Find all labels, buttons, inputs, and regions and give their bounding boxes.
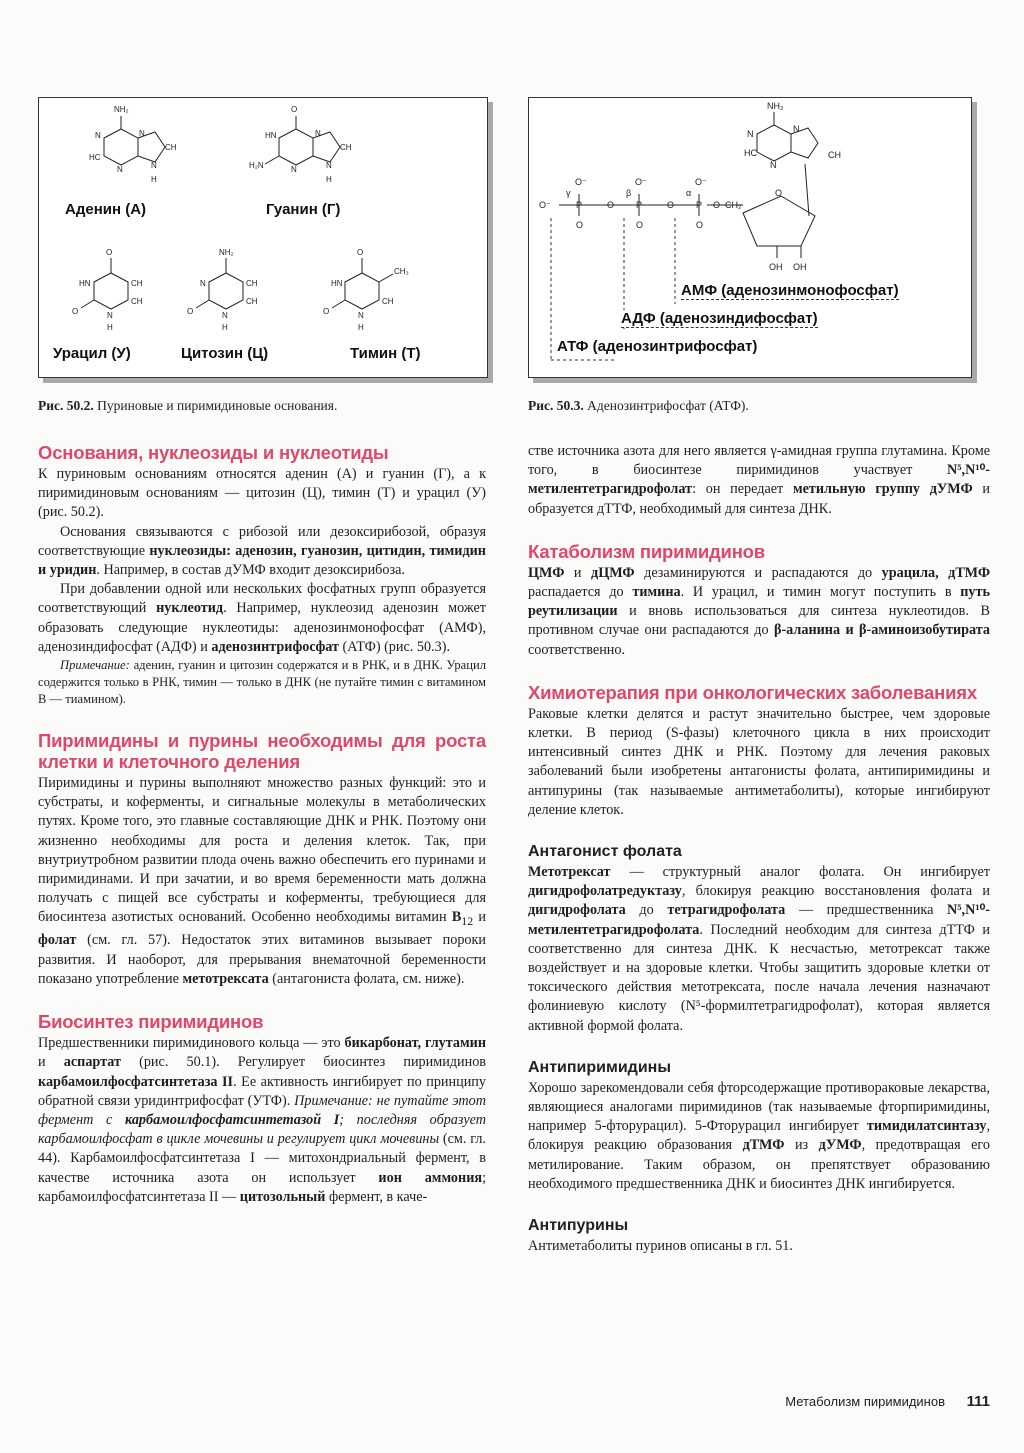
paragraph: стве источника азота для него является γ-амидная группа глутамина. Кроме того, в биосинтезе пиримидинов участвует N⁵,N¹⁰-метилентетрагидрофолат: он передает метильную группу дУМФ и образуется дТТФ, необходимый для синтеза ДНК. [528, 443, 991, 517]
heading-antipurines: Антипурины [528, 1217, 629, 1235]
svg-text:O⁻: O⁻ [539, 200, 551, 210]
svg-text:HN: HN [265, 131, 277, 140]
svg-text:N: N [117, 165, 123, 174]
heading-bases-nucleosides: Основания, нуклеозиды и нуклеотиды [38, 442, 389, 463]
paragraph: Основания связываются с рибозой или дезоксирибозой, образуя соответствующие нуклеозиды: аденозин, гуанозин, цитидин, тимидин и уридин. Например, в состав дУМФ входит дезоксирибоза. [38, 523, 486, 579]
svg-text:CH₃: CH₃ [394, 267, 409, 276]
note: Примечание: аденин, гуанин и цитозин содержатся и в РНК, и в ДНК. Урацил содержится только в РНК, тимин — только в ДНК (не путайте тимин с витамином В — тиамином). [38, 658, 486, 707]
figure-atp [528, 97, 972, 378]
svg-text:CH: CH [131, 297, 143, 306]
svg-text:H: H [326, 175, 332, 184]
running-title: Метаболизм пиримидинов [785, 1394, 945, 1409]
svg-text:N: N [291, 165, 297, 174]
label-adp: АДФ (аденозиндифосфат) [621, 310, 818, 327]
svg-text:O⁻: O⁻ [575, 177, 587, 187]
paragraph: Хорошо зарекомендовали себя фторсодержащие противораковые лекарства, являющиеся аналогами пиримидинов (так называемые фторпиримидины, например 5-фторурацил). 5-Фторурацил ингибирует тимидилатсинтазу, блокируя реакцию образования дТМФ из дУМФ, предотвращая его метилирование. Таким образом, он препятствует образованию необходимого предшественника ДНК и биосинтез ДНК ингибируется. [528, 1079, 990, 1192]
paragraph: К пуриновым основаниям относятся аденин (А) и гуанин (Г), а к пиримидиновым основаниям — цитозин (Ц), тимин (Т) и урацил (У) (рис. 50.2). [38, 466, 486, 521]
svg-text:O: O [323, 307, 330, 316]
caption-number: Рис. 50.3. [528, 398, 584, 413]
atp-structure [529, 98, 971, 377]
svg-text:CH: CH [246, 279, 258, 288]
svg-text:CH: CH [382, 297, 394, 306]
svg-text:P: P [636, 200, 643, 210]
svg-text:O: O [696, 220, 704, 230]
heading-chemotherapy: Химиотерапия при онкологических заболеваниях [528, 681, 977, 703]
svg-text:OH: OH [793, 262, 807, 272]
paragraph: Пиримидины и пурины выполняют множество разных функций: это и субстраты, и коферменты, и сигнальные молекулы в метаболических путях. Кроме того, это главные составляющие ДНК и РНК. Поэтому они жизненно необходимы для роста и деления клеток. Так, при внутриутробном развитии плода очень важно обеспечить его пуринами и пиримидинами. И при зачатии, и во время беременности мать должна получать с пищей все субстраты и коферменты, требующиеся для биосинтеза азотистых оснований. Особенно необходимы витамин $B_{12}$ и фолат (см. гл. 57). Недостаток этих витаминов вызывает пороки развития. И наоборот, для прерывания внематочной беременности показано употребление метотрексата (антагониста фолата, см. ниже). [38, 775, 487, 987]
svg-text:N: N [793, 124, 800, 134]
svg-text:O: O [187, 307, 194, 316]
svg-text:N: N [315, 129, 321, 138]
svg-text:H: H [222, 323, 228, 332]
svg-text:O: O [607, 200, 615, 210]
svg-text:CH: CH [131, 279, 143, 288]
caption-fig-50-3 [528, 398, 749, 414]
paragraph: Антиметаболиты пуринов описаны в гл. 51. [528, 1238, 793, 1255]
svg-text:O: O [357, 248, 364, 257]
heading-pyrimidines-purines: Пиримидины и пурины необходимы для роста клетки и клеточного деления [38, 730, 486, 773]
heading-biosynthesis: Биосинтез пиримидинов [38, 1011, 264, 1033]
label-amp: АМФ (аденозинмонофосфат) [681, 282, 899, 299]
svg-text:γ: γ [566, 188, 571, 198]
svg-text:CH: CH [165, 143, 177, 152]
svg-text:O: O [667, 200, 675, 210]
svg-text:N: N [770, 160, 777, 170]
svg-text:N: N [107, 311, 113, 320]
left-column [38, 420, 486, 1207]
svg-text:N: N [222, 311, 228, 320]
svg-text:NH₂: NH₂ [767, 101, 784, 111]
svg-text:HN: HN [331, 279, 343, 288]
svg-text:CH: CH [340, 143, 352, 152]
svg-text:HC: HC [744, 148, 757, 158]
svg-text:O: O [576, 220, 584, 230]
page-footer [785, 1393, 990, 1410]
svg-text:N: N [326, 161, 332, 170]
svg-text:HN: HN [79, 279, 91, 288]
svg-text:O: O [775, 188, 783, 198]
paragraph: ЦМФ и дЦМФ дезаминируются и распадаются до урацила, дТМФ распадается до тимина. И урацил, и тимин могут поступить в путь реутилизации и вновь использоваться для синтеза нуклеотидов. В противном случае они распадаются до β-аланина и β-аминоизобутирата соответственно. [528, 564, 990, 658]
svg-text:P: P [696, 200, 703, 210]
label-adenine: Аденин (А) [65, 201, 147, 218]
svg-text:O: O [106, 248, 113, 257]
label-guanine: Гуанин (Г) [266, 201, 341, 218]
paragraph: Предшественники пиримидинового кольца — это бикарбонат, глутамин и аспартат (рис. 50.1). Регулирует биосинтез пиримидинов карбамоилфосфатсинтетаза II. Ее активность ингибирует по принципу обратной связи уридинтрифосфат (УТФ). Примечание: не путайте этот фермент с карбамоилфосфатсинтетазой I; последняя образует карбамоилфосфат в цикле мочевины и регулирует цикл мочевины (см. гл. 44). Карбамоилфосфатсинтетаза I — митохондриальный фермент, в качестве источника азота он использует ион аммония; карбамоилфосфатсинтетаза II — цитозольный фермент, в каче- [38, 1035, 487, 1205]
caption-fig-50-2 [38, 398, 337, 414]
right-column [528, 442, 990, 1256]
svg-text:N: N [358, 311, 364, 320]
label-thymine: Тимин (Т) [350, 345, 421, 362]
svg-text:O: O [291, 105, 298, 114]
bases-structures [39, 98, 487, 377]
label-uracil: Урацил (У) [53, 345, 131, 362]
svg-text:O⁻: O⁻ [635, 177, 647, 187]
paragraph: Раковые клетки делятся и растут значительно быстрее, чем здоровые клетки. В период (S-фазы) клеточного цикла в них происходит интенсивный синтез ДНК и РНК. Поэтому для лечения раковых заболеваний были изобретены антагонисты фолата, антипиримидины и антипурины (так называемые антиметаболиты), которые ингибируют деление клеток. [528, 705, 990, 818]
svg-text:CH: CH [246, 297, 258, 306]
svg-text:O⁻: O⁻ [695, 177, 707, 187]
page-number: 111 [966, 1393, 990, 1410]
svg-text:N: N [151, 161, 157, 170]
svg-text:O: O [713, 200, 721, 210]
heading-folate-antagonist: Антагонист фолата [528, 843, 682, 861]
label-cytosine: Цитозин (Ц) [181, 345, 269, 362]
svg-text:H: H [358, 323, 364, 332]
svg-text:NH₂: NH₂ [114, 105, 129, 114]
svg-text:P: P [576, 200, 583, 210]
svg-text:N: N [139, 129, 145, 138]
svg-text:CH₂: CH₂ [725, 200, 742, 210]
svg-text:OH: OH [769, 262, 783, 272]
label-atp: АТФ (аденозинтрифосфат) [557, 338, 758, 355]
caption-number: Рис. 50.2. [38, 398, 94, 413]
svg-text:NH₂: NH₂ [219, 248, 234, 257]
svg-text:CH: CH [828, 150, 841, 160]
heading-antipyrimidines: Антипиримидины [528, 1058, 671, 1076]
figure-bases [38, 97, 488, 378]
svg-text:H: H [107, 323, 113, 332]
svg-text:HC: HC [89, 153, 101, 162]
svg-text:H: H [151, 175, 157, 184]
caption-text: Аденозинтрифосфат (АТФ). [587, 398, 749, 413]
svg-text:N: N [747, 129, 754, 139]
heading-catabolism: Катаболизм пиримидинов [528, 540, 765, 562]
svg-text:α: α [686, 188, 692, 198]
svg-text:N: N [95, 131, 101, 140]
paragraph: При добавлении одной или нескольких фосфатных групп образуется соответствующий нуклеотид. Например, нуклеозид аденозин может образовать следующие нуклеотиды: аденозинмонофосфат (АМФ), аденозиндифосфат (АДФ) и аденозинтрифосфат (АТФ) (рис. 50.3). [38, 581, 486, 655]
svg-text:H₂N: H₂N [249, 161, 264, 170]
svg-text:N: N [200, 279, 206, 288]
caption-text: Пуриновые и пиримидиновые основания. [97, 398, 338, 413]
paragraph: Метотрексат — структурный аналог фолата. Он ингибирует дигидрофолатредуктазу, блокируя реакцию восстановления фолата и дигидрофолата до тетрагидрофолата — предшественника N⁵,N¹⁰-метилентетрагидрофолата. Последний необходим для синтеза дТТФ и соответственно для синтеза ДНК. К несчастью, метотрексат также воздействует и на здоровые клетки. Чтобы защитить здоровые клетки от токсического действия метотрексата, после начала лечения назначают фолиниевую кислоту (N⁵-формилтетрагидрофолат), которая является активной формой фолата. [528, 864, 990, 1034]
svg-text:β: β [626, 188, 632, 198]
svg-text:O: O [72, 307, 79, 316]
svg-text:O: O [636, 220, 644, 230]
